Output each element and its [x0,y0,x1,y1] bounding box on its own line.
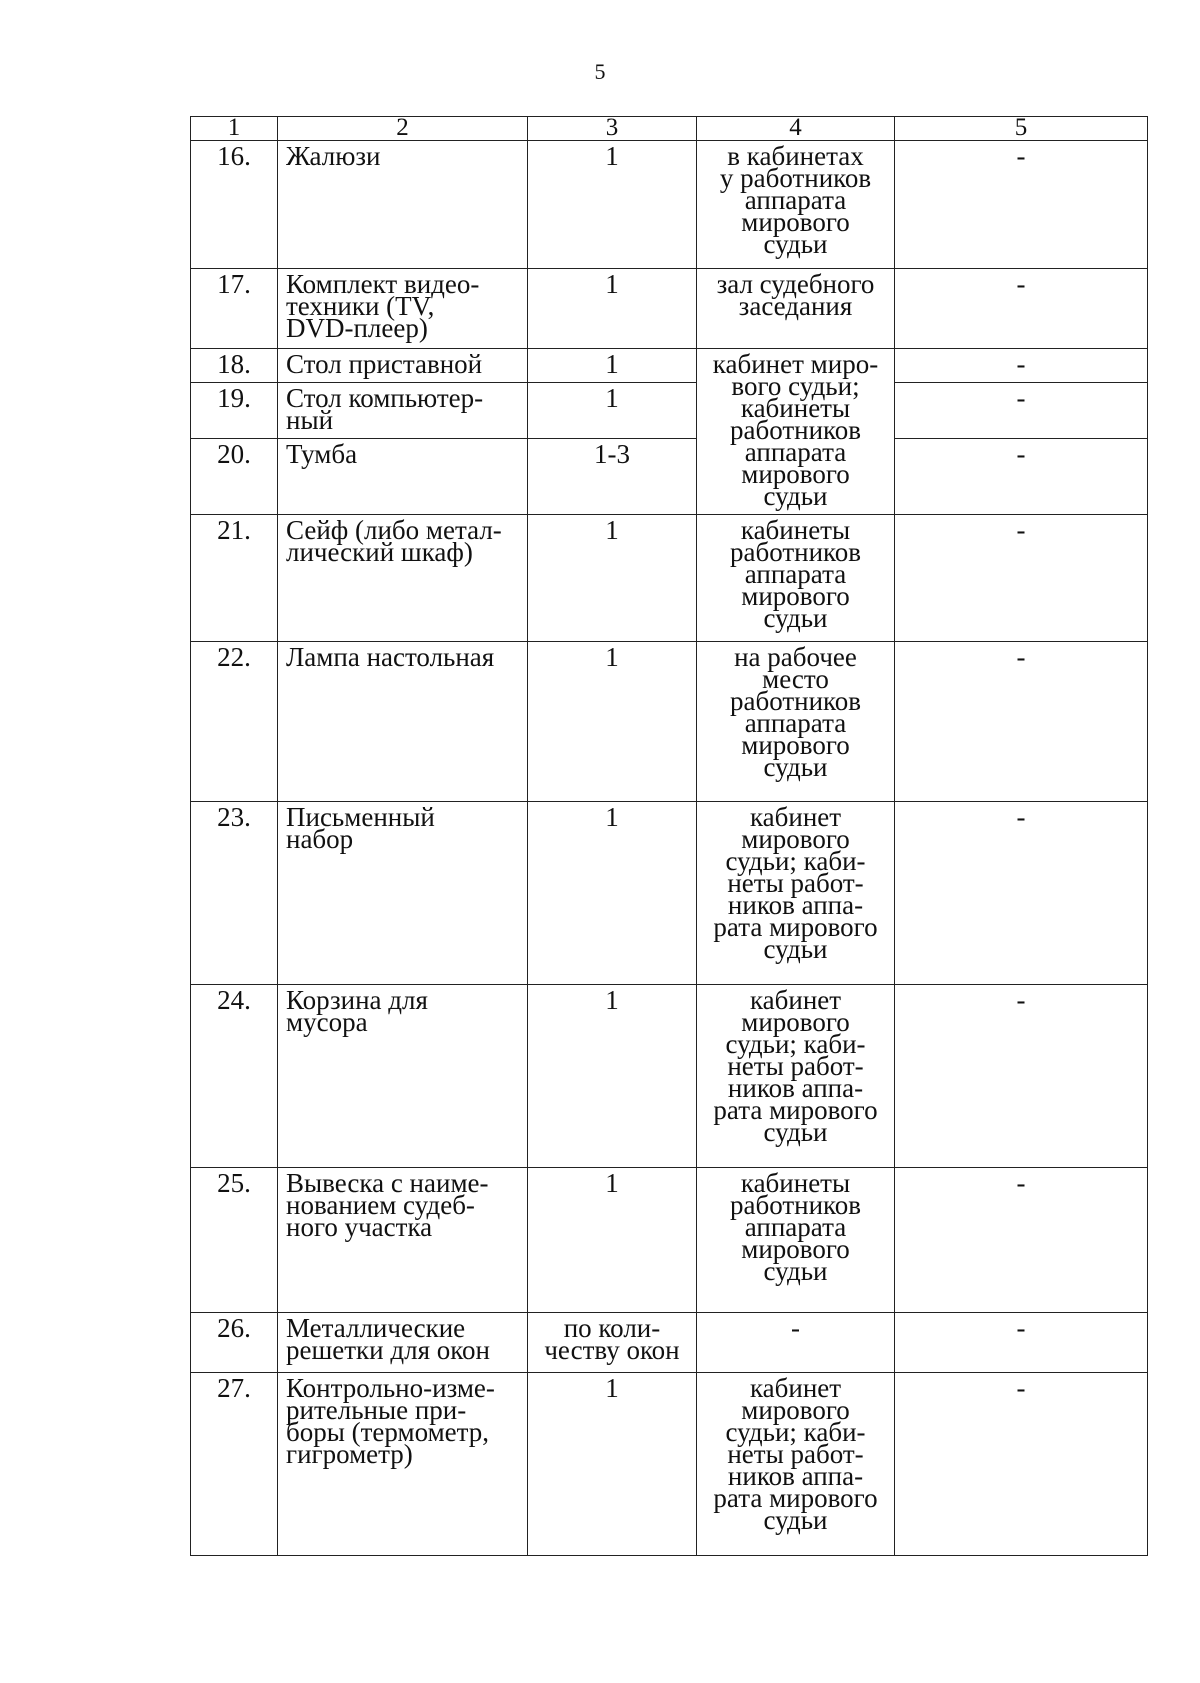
row-number: 16. [191,141,278,269]
item-placement: кабинет мирового судьи; каби- неты работ- ников аппа- рата мирового судьи [697,1373,895,1556]
row-number: 21. [191,515,278,642]
item-name: Стол компьютер- ный [278,383,528,439]
item-note: - [895,349,1148,383]
item-quantity: 1 [528,269,697,349]
table-row [191,985,1148,1168]
item-name: Контрольно-изме- рительные при- боры (термометр, гигрометр) [278,1373,528,1556]
item-quantity: 1 [528,349,697,383]
row-number: 27. [191,1373,278,1556]
item-placement: кабинеты работников аппарата мирового судьи [697,1168,895,1313]
item-placement: кабинет миро- вого судьи; кабинеты работников аппарата мирового судьи [697,349,895,515]
table-header-row [191,117,1148,141]
item-quantity: 1 [528,515,697,642]
header-cell: 3 [528,117,697,141]
table-row [191,269,1148,349]
row-number: 25. [191,1168,278,1313]
table-row [191,349,1148,383]
table-row [191,439,1148,515]
page-number: 5 [594,59,606,84]
item-placement: кабинет мирового судьи; каби- неты работ- ников аппа- рата мирового судьи [697,802,895,985]
row-number: 19. [191,383,278,439]
equipment-table [190,116,1148,1556]
item-name: Корзина для мусора [278,985,528,1168]
item-note: - [895,141,1148,269]
item-name: Сейф (либо метал- лический шкаф) [278,515,528,642]
header-cell: 5 [895,117,1148,141]
row-number: 18. [191,349,278,383]
item-name: Металлические решетки для окон [278,1313,528,1373]
item-note: - [895,515,1148,642]
item-name: Лампа настольная [278,642,528,802]
row-number: 24. [191,985,278,1168]
header-cell: 2 [278,117,528,141]
row-number: 26. [191,1313,278,1373]
item-name: Жалюзи [278,141,528,269]
item-placement: в кабинетах у работников аппарата мирового судьи [697,141,895,269]
item-placement: зал судебного заседания [697,269,895,349]
item-quantity: 1 [528,802,697,985]
item-name: Тумба [278,439,528,515]
item-note: - [895,802,1148,985]
item-placement: - [697,1313,895,1373]
header-cell: 4 [697,117,895,141]
item-quantity: 1 [528,1168,697,1313]
item-name: Стол приставной [278,349,528,383]
row-number: 20. [191,439,278,515]
row-number: 23. [191,802,278,985]
header-cell: 1 [191,117,278,141]
item-quantity: 1 [528,383,697,439]
item-note: - [895,439,1148,515]
row-number: 17. [191,269,278,349]
item-placement: кабинет мирового судьи; каби- неты работ- ников аппа- рата мирового судьи [697,985,895,1168]
item-quantity: 1-3 [528,439,697,515]
table-row [191,383,1148,439]
item-note: - [895,1373,1148,1556]
item-note: - [895,1313,1148,1373]
item-placement: на рабочее место работников аппарата мирового судьи [697,642,895,802]
item-name: Письменный набор [278,802,528,985]
row-number: 22. [191,642,278,802]
item-quantity: 1 [528,642,697,802]
item-note: - [895,985,1148,1168]
item-placement: кабинеты работников аппарата мирового судьи [697,515,895,642]
table-row [191,642,1148,802]
item-quantity: 1 [528,985,697,1168]
table-row [191,141,1148,269]
table-row [191,515,1148,642]
item-name: Комплект видео- техники (TV, DVD-плеер) [278,269,528,349]
item-quantity: по коли- честву окон [528,1313,697,1373]
item-note: - [895,1168,1148,1313]
item-note: - [895,642,1148,802]
item-quantity: 1 [528,1373,697,1556]
item-quantity: 1 [528,141,697,269]
item-note: - [895,383,1148,439]
table-row [191,802,1148,985]
item-name: Вывеска с наиме- нованием судеб- ного участка [278,1168,528,1313]
table-row [191,1313,1148,1373]
table-row [191,1373,1148,1556]
table-row [191,1168,1148,1313]
item-note: - [895,269,1148,349]
